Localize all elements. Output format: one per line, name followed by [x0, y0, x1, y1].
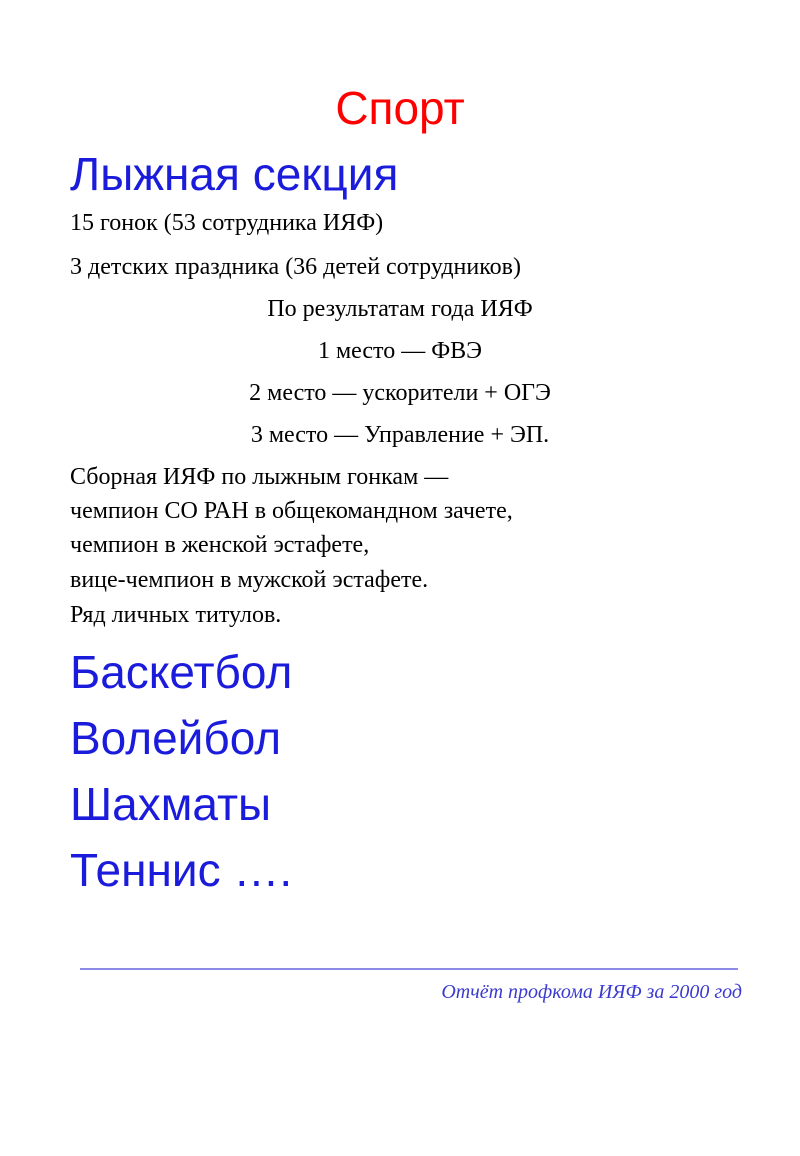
team-achievement-line: вице-чемпион в мужской эстафете.	[70, 567, 429, 593]
place-2: 2 место — ускорители + ОГЭ	[249, 380, 551, 406]
page-title: Спорт	[335, 82, 465, 134]
footer-caption: Отчёт профкома ИЯФ за 2000 год	[441, 981, 742, 1003]
section-heading-chess: Шахматы	[70, 778, 272, 830]
footer-divider	[80, 968, 738, 970]
section-heading-basketball: Баскетбол	[70, 646, 293, 698]
team-achievement-line: чемпион СО РАН в общекомандном зачете,	[70, 498, 513, 524]
ski-races-line: 15 гонок (53 сотрудника ИЯФ)	[70, 210, 384, 236]
team-achievement-line: чемпион в женской эстафете,	[70, 532, 370, 558]
team-achievement-line: Сборная ИЯФ по лыжным гонкам —	[70, 464, 449, 490]
ski-kids-line: 3 детских праздника (36 детей сотрудников)	[70, 254, 521, 280]
section-heading-volleyball: Волейбол	[70, 712, 282, 764]
results-caption: По результатам года ИЯФ	[267, 296, 533, 322]
team-achievement-line: Ряд личных титулов.	[70, 602, 282, 628]
place-1: 1 место — ФВЭ	[317, 338, 483, 364]
section-heading-tennis: Теннис ….	[70, 844, 293, 896]
section-heading-ski: Лыжная секция	[70, 148, 399, 200]
place-3: 3 место — Управление + ЭП.	[250, 422, 550, 448]
